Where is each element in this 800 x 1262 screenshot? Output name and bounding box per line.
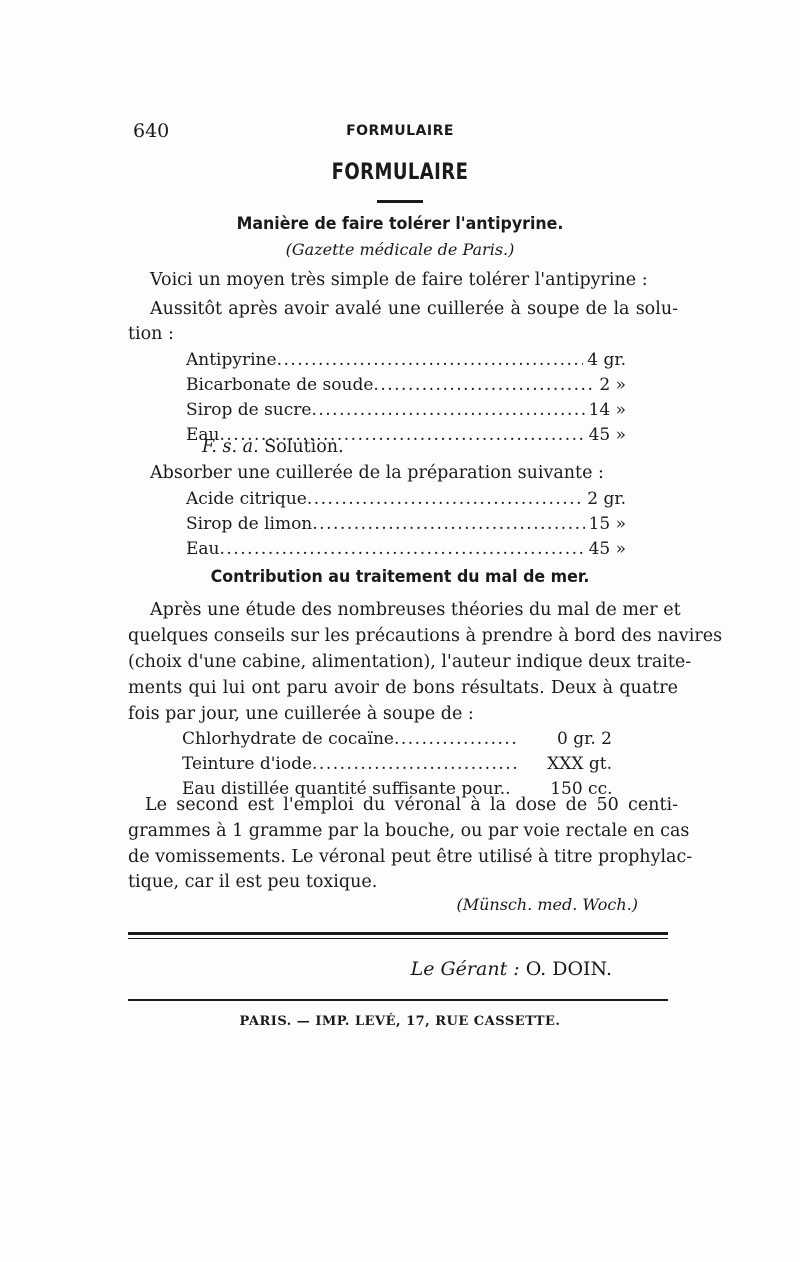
gerant-line <box>0 958 612 980</box>
recipe-row <box>186 512 626 537</box>
ingredient-qty: XXX gt. <box>547 754 612 774</box>
article2-para2-line: grammes à 1 gramme par la bouche, ou par voie rectale en cas <box>128 821 690 841</box>
article2-source: (Münsch. med. Woch.) <box>456 895 638 914</box>
article2-para1-line: ments qui lui ont paru avoir de bons résultats. Deux à quatre <box>128 678 678 698</box>
article2-title: Contribution au traitement du mal de mer. <box>210 567 590 587</box>
article2-para2-line: tique, car il est peu toxique. <box>128 872 378 892</box>
gerant-name: O. DOIN. <box>525 958 612 980</box>
title-rule <box>377 200 423 203</box>
recipe-row <box>182 752 612 777</box>
ingredient-qty: 150 cc. <box>550 779 613 799</box>
section-title: FORMULAIRE <box>331 160 469 185</box>
ingredient-qty: 2 gr. <box>587 489 626 509</box>
article2-para1-line: (choix d'une cabine, alimentation), l'auteur indique deux traite- <box>128 652 692 672</box>
ingredient-qty: 45 » <box>588 425 626 445</box>
recipe3 <box>182 727 612 802</box>
recipe-row <box>182 727 612 752</box>
ingredient-qty: 0 gr. 2 <box>557 729 612 749</box>
article2-para2-line: de vomissements. Le véronal peut être utilisé à titre prophylac- <box>128 847 693 867</box>
ingredient-name: Eau <box>186 539 220 559</box>
article1-intro-line: tion : <box>128 324 174 344</box>
running-title: FORMULAIRE <box>346 123 454 139</box>
recipe-row <box>186 537 626 562</box>
article1-intro-line: Voici un moyen très simple de faire tolérer l'antipyrine : <box>150 270 648 290</box>
ingredient-name: Eau <box>186 425 220 445</box>
article2-para1-line: quelques conseils sur les précautions à prendre à bord des navires <box>128 626 723 646</box>
recipe-row <box>186 373 626 398</box>
ingredient-name: Antipyrine <box>186 350 277 370</box>
imprint-rule <box>128 999 668 1001</box>
article1-intro-line: Aussitôt après avoir avalé une cuillerée à soupe de la solu- <box>150 299 678 319</box>
page-number: 640 <box>133 120 170 142</box>
imprint-line: PARIS. — IMP. LEVÉ, 17, RUE CASSETTE. <box>239 1014 561 1029</box>
recipe-row <box>186 348 626 373</box>
ingredient-name: Chlorhydrate de cocaïne <box>182 729 394 749</box>
ingredient-qty: 14 » <box>588 400 626 420</box>
ingredient-name: Sirop de sucre <box>186 400 312 420</box>
gerant-label: Le Gérant : <box>410 958 520 980</box>
ingredient-qty: 4 gr. <box>587 350 626 370</box>
ingredient-name: Eau distillée quantité suffisante pour.. <box>182 779 511 799</box>
ingredient-name: Acide citrique <box>186 489 307 509</box>
article2-para1-line: fois par jour, une cuillerée à soupe de : <box>128 704 474 724</box>
footer-rule-thin <box>128 938 668 939</box>
fsa-line <box>202 435 344 460</box>
fsa-abbrev: F. s. a. <box>202 437 259 457</box>
absorb-line: Absorber une cuillerée de la préparation suivante : <box>150 463 604 483</box>
ingredient-name: Sirop de limon <box>186 514 313 534</box>
recipe-row <box>186 487 626 512</box>
ingredient-qty: 15 » <box>588 514 626 534</box>
ingredient-name: Bicarbonate de soude <box>186 375 374 395</box>
article1-title: Manière de faire tolérer l'antipyrine. <box>236 214 564 234</box>
ingredient-qty: 2 » <box>599 375 626 395</box>
article1-source: (Gazette médicale de Paris.) <box>285 240 515 259</box>
footer-rule-thick <box>128 932 668 935</box>
ingredient-qty: 45 » <box>588 539 626 559</box>
article2-para1-line: Après une étude des nombreuses théories du mal de mer et <box>150 600 681 620</box>
article2-para2-line: Le second est l'emploi du véronal à la dose de 50 centi- <box>145 795 678 815</box>
solution-word: Solution. <box>264 437 344 457</box>
recipe-row <box>186 398 626 423</box>
running-head <box>133 120 667 142</box>
recipe2 <box>186 487 626 562</box>
ingredient-name: Teinture d'iode <box>182 754 313 774</box>
recipe1 <box>186 348 626 448</box>
